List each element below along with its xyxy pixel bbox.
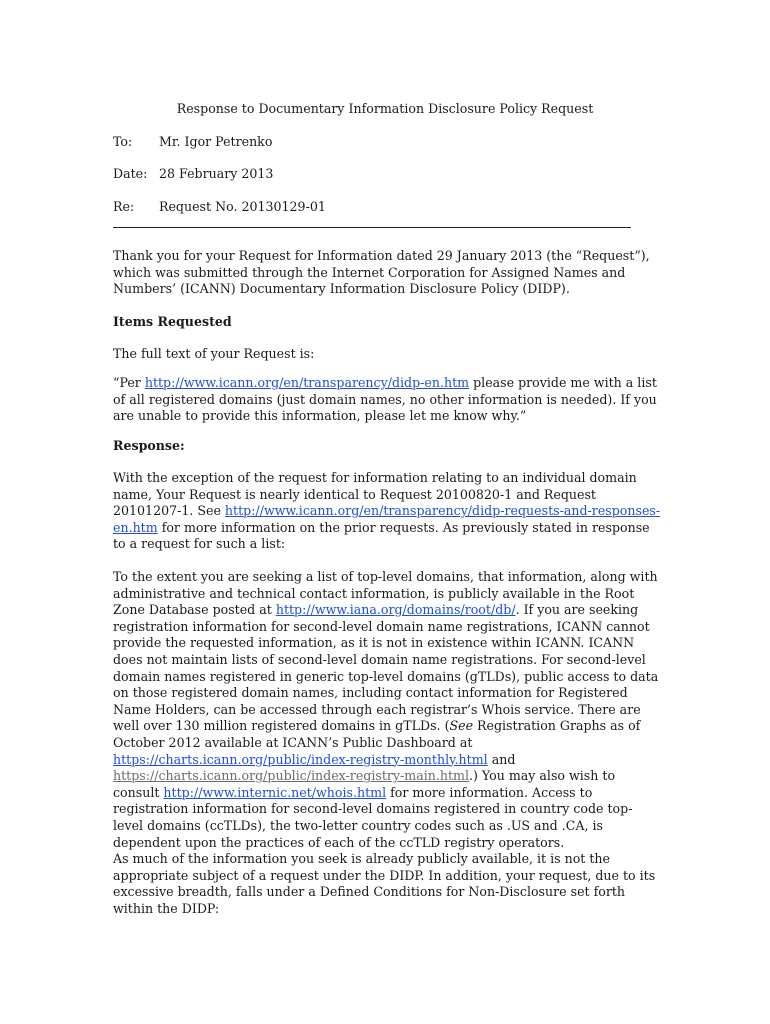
date-value: 28 February 2013: [159, 166, 274, 181]
full-text-intro: The full text of your Request is:: [113, 346, 315, 361]
response-paragraph-2: [113, 569, 661, 851]
response-p2-text-3: Registration Graphs as of October 2012 available at ICANN’s Public Dashboard at: [113, 718, 641, 750]
iana-root-db-link[interactable]: http://www.iana.org/domains/root/db/: [275, 602, 516, 618]
date-line: [113, 166, 273, 183]
response-p1-text-pre: With the exception of the request for information relating to an individual domain name, Your Request is nearly identical to Request 20100820-1 and Request 20101207-1. See: [113, 470, 637, 519]
date-label: Date:: [113, 166, 148, 181]
internic-whois-link[interactable]: http://www.internic.net/whois.html: [163, 784, 387, 800]
header-divider: [113, 227, 631, 228]
didp-requests-link[interactable]: http://www.icann.org/en/transparency/didp-requests-and-responses-en.htm: [113, 503, 661, 535]
to-label: To:: [113, 134, 133, 149]
quote-text-post: please provide me with a list of all registered domains (just domain names, no other information is needed). If you are unable to provide this information, please let me know why.”: [113, 375, 657, 424]
to-value: Mr. Igor Petrenko: [159, 134, 273, 149]
response-paragraph-1: [113, 470, 661, 553]
see-italic: See: [449, 718, 474, 734]
to-line: [113, 134, 272, 151]
page-title: Response to Documentary Information Disclosure Policy Request: [176, 101, 594, 116]
response-p2-text-4: and: [487, 751, 516, 767]
re-label: Re:: [113, 199, 135, 214]
response-p2-text-5: .) You may also wish to consult: [113, 768, 616, 800]
didp-policy-link[interactable]: http://www.icann.org/en/transparency/didp-en.htm: [144, 375, 470, 390]
response-p2-text-6: for more information. Access to registration information for second-level domains registered in country code top-level domains (ccTLDs), the two-letter country codes such as .US and .CA, is dependent upon the practices of each of the ccTLD registry operators.: [113, 784, 633, 850]
registry-main-link[interactable]: https://charts.icann.org/public/index-registry-main.html: [113, 768, 470, 784]
registry-monthly-link[interactable]: https://charts.icann.org/public/index-registry-monthly.html: [113, 751, 488, 767]
request-quote: [113, 375, 661, 425]
response-paragraph-3: As much of the information you seek is already publicly available, it is not the appropriate subject of a request under the DIDP. In addition, your request, due to its excessive breadth, falls under a Defined Conditions for Non-Disclosure set forth within the DIDP:: [113, 851, 656, 916]
response-p2-text-2: . If you are seeking registration information for second-level domain name registrations, ICANN cannot provide the requested information, as it is not in existence within ICANN. ICANN does not maintain lists of second-level domain name registrations. For second-level domain names registered in generic top-level domains (gTLDs), public access to data on those registered domain names, including contact information for Registered Name Holders, can be accessed through each registrar’s Whois service. There are well over 130 million registered domains in gTLDs. (: [113, 602, 659, 734]
items-requested-heading: Items Requested: [113, 314, 232, 329]
re-value: Request No. 20130129-01: [159, 199, 326, 214]
intro-paragraph: Thank you for your Request for Information dated 29 January 2013 (the “Request”), which was submitted through the Internet Corporation for Assigned Names and Numbers’ (ICANN) Documentary Information Disclosure Policy (DIDP).: [113, 248, 650, 297]
response-p2-text-1: To the extent you are seeking a list of top-level domains, that information, along with administrative and technical contact information, is publicly available in the Root Zone Database posted at: [113, 569, 658, 618]
re-line: [113, 199, 326, 216]
quote-text-pre: “Per: [113, 375, 145, 390]
response-heading: Response:: [113, 438, 185, 453]
response-p1-text-post: for more information on the prior requests. As previously stated in response to a request for such a list:: [113, 519, 650, 552]
